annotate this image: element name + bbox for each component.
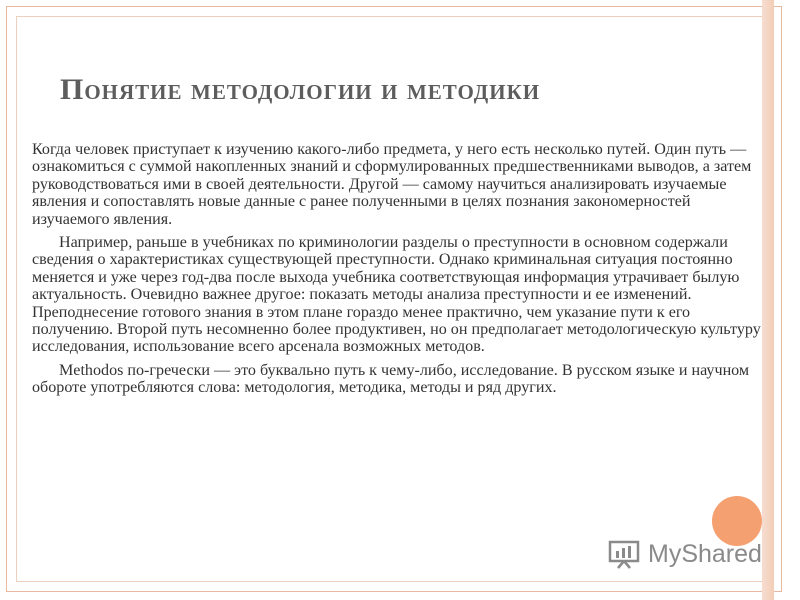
myshared-logo	[608, 536, 762, 572]
presentation-board-icon	[608, 539, 642, 569]
watermark-brand-text: MyShared	[648, 539, 762, 568]
slide-body	[32, 141, 764, 403]
slide-title: Понятие методологии и методики	[60, 73, 541, 106]
paragraph-2: Например, раньше в учебниках по криминологии разделы о преступности в основном содержали сведения о характеристиках существующей преступности. Однако криминальная ситуация постоянно меняется и уже через год-два после выхода учебника соответствующая информация утрачивает былую актуальность. Очевидно важнее другое: показать методы анализа преступности и ее изменений. Преподнесение готового знания в этом плане гораздо менее практично, чем указание пути к его получению. Второй путь несомненно более продуктивен, но он предполагает методологическую культуру исследования, использование всего арсенала возможных методов.	[32, 234, 761, 356]
paragraph-1: Когда человек приступает к изучению какого-либо предмета, у него есть несколько путей. Один путь — ознакомиться с суммой накопленных знаний и сформулированных предшественниками выводов, а затем руководствоваться ими в своей деятельности. Другой — самому научиться анализировать изучаемые явления и сопоставлять новые данные с ранее полученными в целях познания закономерностей изучаемого явления.	[32, 141, 752, 228]
paragraph-3: Methodos по-гречески — это буквально путь к чему-либо, исследование. В русском языке и научном обороте употребляются слова: методология, методика, методы и ряд других.	[32, 361, 750, 397]
